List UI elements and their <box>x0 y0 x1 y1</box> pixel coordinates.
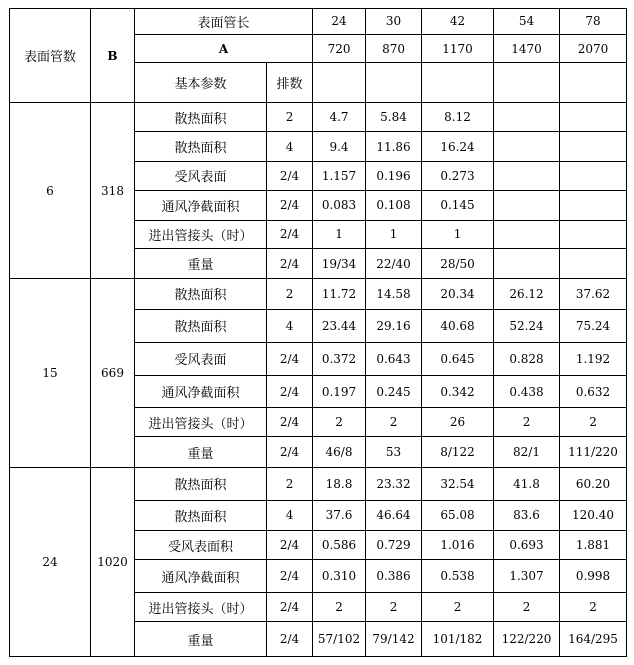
length-cell: 30 <box>366 9 422 35</box>
empty-cell <box>494 63 560 103</box>
value-cell: 0.632 <box>560 375 627 408</box>
b-value-cell: 669 <box>91 279 135 468</box>
empty-cell <box>422 63 494 103</box>
value-cell: 4.7 <box>313 103 366 132</box>
value-cell: 18.8 <box>313 467 366 500</box>
value-cell: 79/142 <box>366 622 422 657</box>
value-cell: 82/1 <box>494 437 560 468</box>
param-name-cell: 散热面积 <box>135 500 267 530</box>
value-cell: 2 <box>313 408 366 437</box>
empty-cell <box>313 63 366 103</box>
value-cell: 65.08 <box>422 500 494 530</box>
value-cell: 101/182 <box>422 622 494 657</box>
param-name-cell: 散热面积 <box>135 103 267 132</box>
param-name-cell: 进出管接头（时） <box>135 593 267 622</box>
value-cell: 111/220 <box>560 437 627 468</box>
spec-table <box>9 8 627 657</box>
value-cell: 8/122 <box>422 437 494 468</box>
value-cell <box>494 190 560 220</box>
header-row-length <box>10 9 627 35</box>
row-count-cell: 2/4 <box>267 437 313 468</box>
value-cell: 2 <box>494 408 560 437</box>
param-name-cell: 散热面积 <box>135 279 267 310</box>
param-name-cell: 进出管接头（时） <box>135 220 267 249</box>
value-cell: 16.24 <box>422 132 494 162</box>
value-cell: 0.245 <box>366 375 422 408</box>
value-cell: 2 <box>366 593 422 622</box>
value-cell: 46.64 <box>366 500 422 530</box>
value-cell: 0.273 <box>422 162 494 191</box>
row-count-cell: 2/4 <box>267 342 313 375</box>
row-count-cell: 2 <box>267 279 313 310</box>
value-cell: 46/8 <box>313 437 366 468</box>
value-cell: 1 <box>366 220 422 249</box>
value-cell <box>560 249 627 279</box>
table-row <box>10 103 627 132</box>
value-cell: 22/40 <box>366 249 422 279</box>
value-cell: 1.881 <box>560 530 627 560</box>
value-cell: 53 <box>366 437 422 468</box>
value-cell: 0.197 <box>313 375 366 408</box>
value-cell: 37.62 <box>560 279 627 310</box>
value-cell <box>560 190 627 220</box>
rows-header: 排数 <box>267 63 313 103</box>
length-cell: 42 <box>422 9 494 35</box>
value-cell: 0.538 <box>422 560 494 593</box>
value-cell: 1 <box>313 220 366 249</box>
row-count-cell: 2/4 <box>267 622 313 657</box>
value-cell: 2 <box>494 593 560 622</box>
param-name-cell: 散热面积 <box>135 309 267 342</box>
value-cell: 0.108 <box>366 190 422 220</box>
row-count-cell: 2 <box>267 467 313 500</box>
row-count-cell: 2/4 <box>267 190 313 220</box>
value-cell: 83.6 <box>494 500 560 530</box>
row-count-cell: 2/4 <box>267 560 313 593</box>
length-cell: 78 <box>560 9 627 35</box>
value-cell <box>560 162 627 191</box>
a-value-cell: 870 <box>366 34 422 63</box>
b-header: B <box>91 9 135 103</box>
tube-length-header: 表面管长 <box>135 9 313 35</box>
param-header: 基本参数 <box>135 63 267 103</box>
value-cell: 0.998 <box>560 560 627 593</box>
value-cell <box>494 249 560 279</box>
param-name-cell: 散热面积 <box>135 132 267 162</box>
row-count-cell: 2/4 <box>267 408 313 437</box>
value-cell: 29.16 <box>366 309 422 342</box>
value-cell: 2 <box>366 408 422 437</box>
value-cell <box>494 220 560 249</box>
param-name-cell: 重量 <box>135 437 267 468</box>
param-name-cell: 通风净截面积 <box>135 375 267 408</box>
value-cell: 0.645 <box>422 342 494 375</box>
b-value-cell: 1020 <box>91 467 135 656</box>
value-cell: 32.54 <box>422 467 494 500</box>
row-count-cell: 2/4 <box>267 249 313 279</box>
value-cell: 41.8 <box>494 467 560 500</box>
value-cell <box>494 103 560 132</box>
value-cell: 122/220 <box>494 622 560 657</box>
value-cell: 26 <box>422 408 494 437</box>
value-cell: 28/50 <box>422 249 494 279</box>
param-name-cell: 重量 <box>135 622 267 657</box>
value-cell: 60.20 <box>560 467 627 500</box>
row-count-cell: 2/4 <box>267 220 313 249</box>
value-cell: 2 <box>422 593 494 622</box>
value-cell: 0.438 <box>494 375 560 408</box>
value-cell: 0.729 <box>366 530 422 560</box>
value-cell: 8.12 <box>422 103 494 132</box>
value-cell: 0.693 <box>494 530 560 560</box>
tube-count-cell: 24 <box>10 467 91 656</box>
empty-cell <box>366 63 422 103</box>
table-row <box>10 467 627 500</box>
value-cell: 37.6 <box>313 500 366 530</box>
value-cell: 1 <box>422 220 494 249</box>
value-cell: 1.016 <box>422 530 494 560</box>
value-cell: 2 <box>560 593 627 622</box>
value-cell <box>494 132 560 162</box>
value-cell: 0.386 <box>366 560 422 593</box>
value-cell: 19/34 <box>313 249 366 279</box>
value-cell: 57/102 <box>313 622 366 657</box>
b-value-cell: 318 <box>91 103 135 279</box>
value-cell: 164/295 <box>560 622 627 657</box>
value-cell: 20.34 <box>422 279 494 310</box>
value-cell: 2 <box>313 593 366 622</box>
value-cell: 5.84 <box>366 103 422 132</box>
value-cell: 0.196 <box>366 162 422 191</box>
value-cell: 0.083 <box>313 190 366 220</box>
tube-count-cell: 15 <box>10 279 91 468</box>
value-cell: 40.68 <box>422 309 494 342</box>
value-cell: 9.4 <box>313 132 366 162</box>
a-value-cell: 1470 <box>494 34 560 63</box>
param-name-cell: 受风表面 <box>135 342 267 375</box>
value-cell: 0.372 <box>313 342 366 375</box>
param-name-cell: 进出管接头（时） <box>135 408 267 437</box>
a-value-cell: 1170 <box>422 34 494 63</box>
empty-cell <box>560 63 627 103</box>
value-cell: 14.58 <box>366 279 422 310</box>
length-cell: 24 <box>313 9 366 35</box>
param-name-cell: 受风表面 <box>135 162 267 191</box>
value-cell: 1.192 <box>560 342 627 375</box>
value-cell: 0.828 <box>494 342 560 375</box>
param-name-cell: 通风净截面积 <box>135 190 267 220</box>
value-cell: 23.32 <box>366 467 422 500</box>
param-name-cell: 重量 <box>135 249 267 279</box>
row-count-cell: 2/4 <box>267 593 313 622</box>
a-header: A <box>135 34 313 63</box>
value-cell: 26.12 <box>494 279 560 310</box>
value-cell: 0.342 <box>422 375 494 408</box>
a-value-cell: 720 <box>313 34 366 63</box>
row-count-cell: 2/4 <box>267 530 313 560</box>
value-cell <box>560 220 627 249</box>
param-name-cell: 散热面积 <box>135 467 267 500</box>
length-cell: 54 <box>494 9 560 35</box>
value-cell: 52.24 <box>494 309 560 342</box>
tube-count-cell: 6 <box>10 103 91 279</box>
value-cell <box>560 132 627 162</box>
param-name-cell: 通风净截面积 <box>135 560 267 593</box>
row-count-cell: 4 <box>267 132 313 162</box>
table-row <box>10 279 627 310</box>
value-cell: 23.44 <box>313 309 366 342</box>
value-cell: 2 <box>560 408 627 437</box>
value-cell <box>560 103 627 132</box>
row-count-cell: 2/4 <box>267 162 313 191</box>
row-count-cell: 2/4 <box>267 375 313 408</box>
value-cell: 75.24 <box>560 309 627 342</box>
value-cell: 0.145 <box>422 190 494 220</box>
value-cell: 0.643 <box>366 342 422 375</box>
row-count-cell: 4 <box>267 309 313 342</box>
value-cell: 0.586 <box>313 530 366 560</box>
value-cell: 120.40 <box>560 500 627 530</box>
value-cell: 11.72 <box>313 279 366 310</box>
value-cell <box>494 162 560 191</box>
value-cell: 1.307 <box>494 560 560 593</box>
tube-count-header: 表面管数 <box>10 9 91 103</box>
row-count-cell: 2 <box>267 103 313 132</box>
value-cell: 0.310 <box>313 560 366 593</box>
param-name-cell: 受风表面积 <box>135 530 267 560</box>
value-cell: 1.157 <box>313 162 366 191</box>
value-cell: 11.86 <box>366 132 422 162</box>
row-count-cell: 4 <box>267 500 313 530</box>
a-value-cell: 2070 <box>560 34 627 63</box>
